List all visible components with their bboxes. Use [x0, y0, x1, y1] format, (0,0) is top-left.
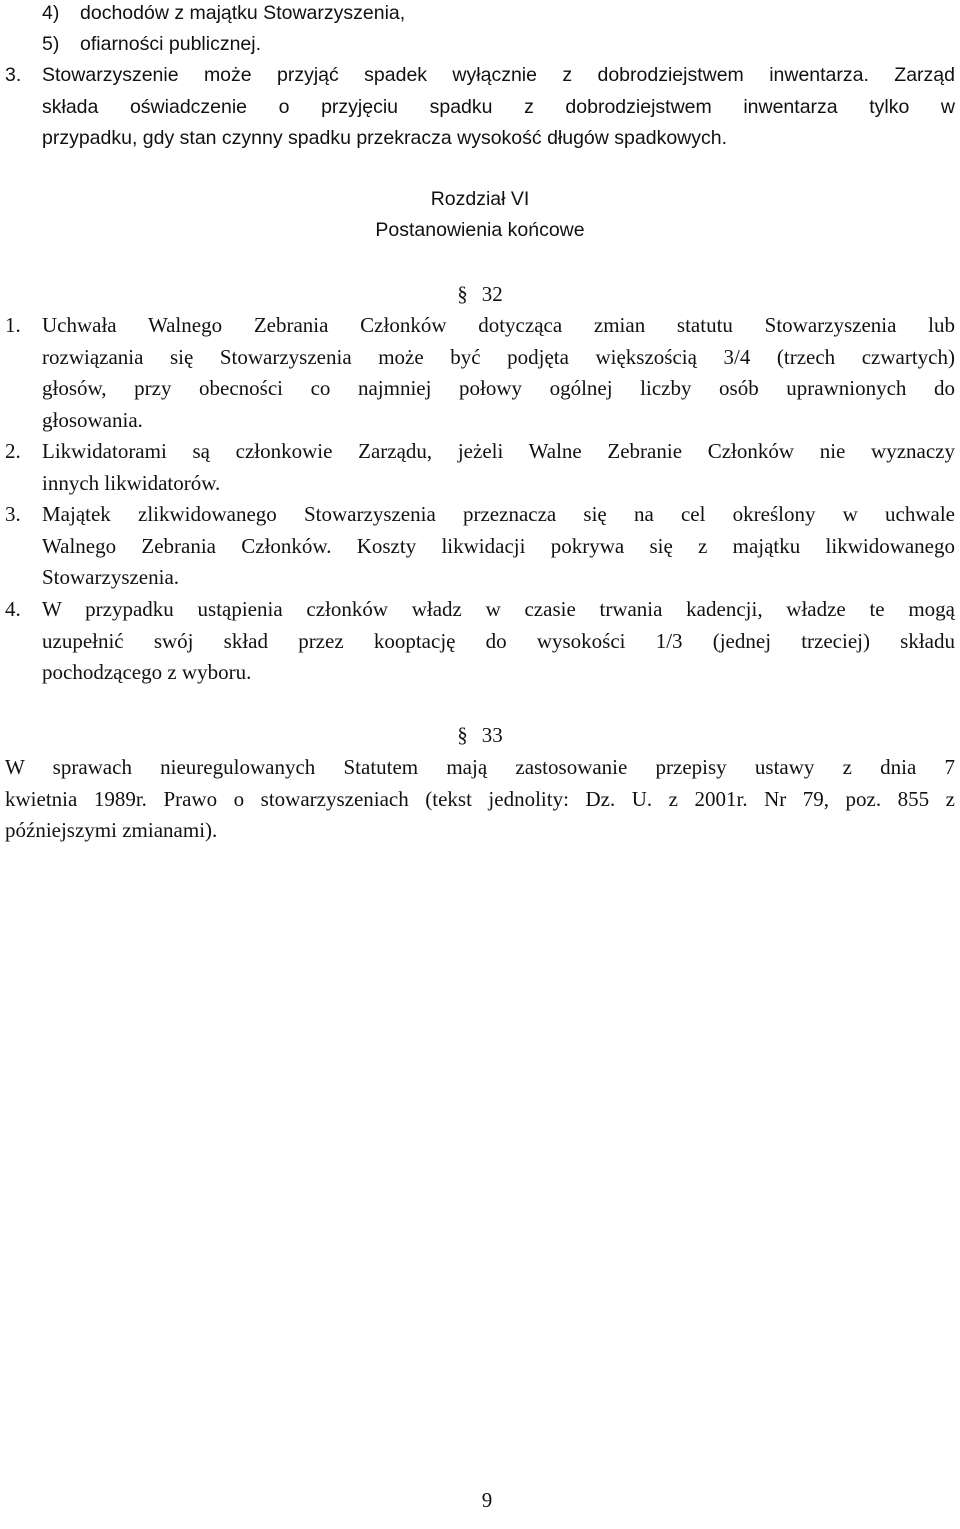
point-number: 1. — [5, 313, 21, 337]
list-item-text: dochodów z majątku Stowarzyszenia, — [80, 2, 406, 24]
paragraph-line: Likwidatorami są członkowie Zarządu, jeżeli Walne Zebranie Członków nie wyznaczy — [42, 439, 955, 463]
paragraph-line: przypadku, gdy stan czynny spadku przekracza wysokość długów spadkowych. — [42, 127, 728, 149]
paragraph-line: pochodzącego z wyboru. — [42, 660, 252, 684]
paragraph-line: Stowarzyszenia. — [42, 565, 180, 589]
section-33-heading — [0, 720, 960, 752]
point-number: 3. — [5, 64, 22, 86]
section-number: 33 — [481, 723, 503, 747]
list-item-number: 5) — [42, 33, 60, 55]
section-32-heading — [0, 279, 960, 311]
point-number: 3. — [5, 502, 21, 526]
paragraph-line: rozwiązania się Stowarzyszenia może być podjęta większością 3/4 (trzech czwartych) — [42, 344, 955, 369]
paragraph-line: innych likwidatorów. — [42, 470, 221, 495]
section-33-text — [5, 752, 955, 847]
point-number: 2. — [5, 439, 21, 463]
paragraph-line: głosów, przy obecności co najmniej połowy ogólnej liczby osób uprawnionych do — [42, 376, 955, 400]
paragraph-line: kwietnia 1989r. Prawo o stowarzyszeniach (tekst jednolity: Dz. U. z 2001r. Nr 79, poz. 855 z — [5, 786, 955, 811]
point-number: 4. — [5, 597, 21, 621]
paragraph-line: Majątek zlikwidowanego Stowarzyszenia przeznacza się na cel określony w uchwale — [42, 502, 955, 526]
chapter-subtitle: Postanowienia końcowe — [375, 219, 585, 241]
page-number: 9 — [481, 1488, 493, 1512]
list-item-text: ofiarności publicznej. — [80, 33, 262, 55]
paragraph-sign: § — [457, 723, 468, 747]
paragraph-line: głosowania. — [42, 407, 143, 432]
list-item-number: 4) — [42, 2, 60, 24]
paragraph-line: W sprawach nieuregulowanych Statutem mają zastosowanie przepisy ustawy z dnia 7 — [5, 755, 955, 779]
paragraph-line: uzupełnić swój skład przez kooptację do wysokości 1/3 (jednej trzeciej) składu — [42, 628, 955, 653]
paragraph-line: Walnego Zebrania Członków. Koszty likwidacji pokrywa się z majątku likwidowanego — [42, 533, 955, 558]
paragraph-line: Stowarzyszenie może przyjąć spadek wyłącznie z dobrodziejstwem inwentarza. Zarząd — [42, 64, 955, 86]
paragraph-line: składa oświadczenie o przyjęciu spadku z dobrodziejstwem inwentarza tylko w — [42, 95, 955, 118]
paragraph-line: Uchwała Walnego Zebrania Członków dotycząca zmian statutu Stowarzyszenia lub — [42, 313, 955, 337]
paragraph-line: W przypadku ustąpienia członków władz w czasie trwania kadencji, władze te mogą — [42, 597, 955, 621]
list-item-4 — [42, 0, 942, 30]
section-number: 32 — [481, 282, 503, 306]
list-item-5 — [42, 29, 942, 61]
chapter-title: Rozdział VI — [430, 188, 530, 210]
paragraph-sign: § — [457, 282, 468, 306]
paragraph-line: późniejszymi zmianami). — [5, 818, 218, 842]
